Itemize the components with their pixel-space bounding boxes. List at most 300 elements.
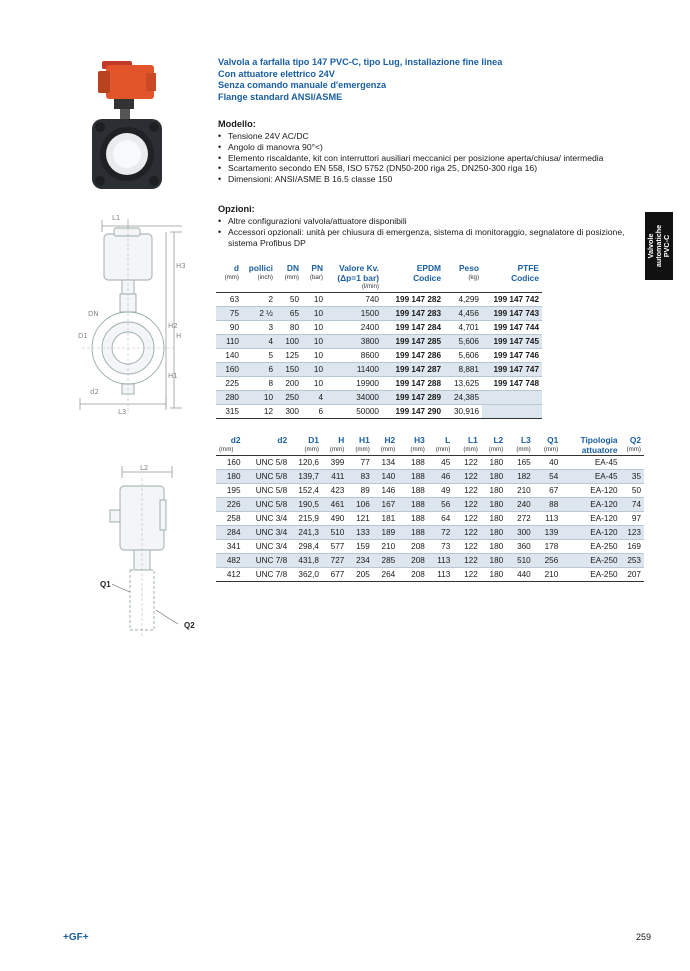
table-cell: 362,0	[290, 568, 322, 582]
table-cell: 133	[347, 526, 372, 540]
table-row	[216, 405, 542, 419]
dim-label-d1: D1	[78, 332, 88, 340]
table-cell: 208	[398, 554, 428, 568]
table-cell: 199 147 287	[382, 363, 444, 377]
table-cell: 199 147 746	[482, 349, 542, 363]
table-cell: 46	[428, 470, 453, 484]
table-cell: 160	[216, 456, 244, 470]
table-cell: 199 147 289	[382, 391, 444, 405]
opzioni-heading: Opzioni:	[218, 204, 255, 214]
table-cell: 5,606	[444, 335, 482, 349]
table-cell: UNC 3/4	[244, 526, 291, 540]
col-header: L	[445, 435, 451, 445]
table-cell: EA-250	[561, 540, 620, 554]
col-header: Tipologia	[580, 435, 618, 445]
side-tab-line: Valvole	[646, 233, 655, 259]
table-cell: 121	[347, 512, 372, 526]
title-line: Senza comando manuale d'emergenza	[218, 80, 387, 91]
table-cell: 10	[302, 321, 326, 335]
table-cell: 123	[621, 526, 644, 540]
table-cell: 411	[322, 470, 347, 484]
col-header: Valore Kv.	[339, 263, 379, 273]
dim-label-h: H	[176, 332, 182, 340]
table-cell: 300	[276, 405, 302, 419]
table-cell: UNC 5/8	[244, 456, 291, 470]
table-row	[216, 498, 644, 512]
list-item: • Altre configurazioni valvola/attuatore disponibili	[218, 216, 642, 227]
table-cell: 482	[216, 554, 244, 568]
table-cell: 181	[373, 512, 398, 526]
table-cell: 6	[242, 363, 276, 377]
table-cell: EA-250	[561, 568, 620, 582]
table-cell: 139	[534, 526, 562, 540]
table-cell: 727	[322, 554, 347, 568]
col-unit: (mm)	[534, 446, 562, 456]
table-cell: 5	[242, 349, 276, 363]
table-cell: 195	[216, 484, 244, 498]
col-unit: (l/min)	[326, 283, 382, 293]
dim-label-d2: d2	[90, 388, 99, 396]
table-cell: 169	[621, 540, 644, 554]
table-cell: 180	[216, 470, 244, 484]
table-cell: 10	[302, 349, 326, 363]
table-cell: 199 147 283	[382, 307, 444, 321]
table-cell: 122	[453, 456, 481, 470]
table-cell: 188	[398, 526, 428, 540]
table-cell: 189	[373, 526, 398, 540]
table-cell: 167	[373, 498, 398, 512]
table-cell: 315	[216, 405, 242, 419]
table-cell: 225	[216, 377, 242, 391]
table-cell: 280	[216, 391, 242, 405]
table-cell: 234	[347, 554, 372, 568]
table-cell: 2 ½	[242, 307, 276, 321]
valve-drawing-front	[70, 208, 190, 418]
table-cell: EA-250	[561, 554, 620, 568]
col-header: Codice	[511, 272, 539, 283]
dim-label-l2: L2	[140, 464, 149, 472]
table-cell: 199 147 286	[382, 349, 444, 363]
col-header: L2	[493, 435, 504, 445]
table-row	[216, 307, 542, 321]
table-cell: 510	[322, 526, 347, 540]
table-cell: EA-45	[561, 456, 620, 470]
table-cell: 298,4	[290, 540, 322, 554]
table-cell: 40	[534, 456, 562, 470]
table-cell: 360	[506, 540, 534, 554]
opzioni-list	[218, 216, 642, 248]
list-item: • Scartamento secondo EN 558, ISO 5752 (DN50-200 riga 25, DN250-300 riga 16)	[218, 163, 642, 174]
table-cell: 134	[373, 456, 398, 470]
table-cell: 12	[242, 405, 276, 419]
table-cell: 199 147 747	[482, 363, 542, 377]
list-item: • Elemento riscaldante, kit con interruttori ausiliari meccanici per posizione aperta/chiusa/ intermedia	[218, 153, 642, 164]
table-cell: 56	[428, 498, 453, 512]
table-row	[216, 293, 542, 307]
product-title	[218, 57, 638, 103]
dim-label-l3: L3	[118, 408, 127, 416]
table-cell	[621, 456, 644, 470]
table-cell: 253	[621, 554, 644, 568]
table-row	[216, 526, 644, 540]
table-cell: 63	[216, 293, 242, 307]
dim-label-l1: L1	[112, 214, 121, 222]
table-cell: 200	[276, 377, 302, 391]
col-unit: (mm)	[284, 274, 299, 282]
table-cell: 188	[398, 484, 428, 498]
section-side-tab	[645, 212, 673, 280]
table-cell: 461	[322, 498, 347, 512]
table-cell: 54	[534, 470, 562, 484]
col-header: (Δp=1 bar)	[337, 272, 379, 283]
table-cell: 180	[481, 526, 506, 540]
table-cell: 10	[302, 377, 326, 391]
table-cell: 677	[322, 568, 347, 582]
col-header: Q1	[547, 435, 559, 445]
table-cell: 188	[398, 512, 428, 526]
side-tab-line: PVC-C	[662, 234, 671, 258]
col-unit: (kg)	[468, 274, 479, 282]
table-cell: 199 147 285	[382, 335, 444, 349]
table-cell: 490	[322, 512, 347, 526]
table-cell: 5,606	[444, 349, 482, 363]
table-cell: 199 147 742	[482, 293, 542, 307]
table-cell: 122	[453, 526, 481, 540]
col-header: H3	[414, 435, 425, 445]
table-cell: 10	[302, 307, 326, 321]
dim-label-h3: H3	[176, 262, 186, 270]
table-row	[216, 470, 644, 484]
col-unit: (mm)	[290, 446, 322, 456]
table-cell: 241,3	[290, 526, 322, 540]
table-cell: 106	[347, 498, 372, 512]
col-header: Peso	[458, 263, 479, 273]
table-cell: 199 147 748	[482, 377, 542, 391]
table-cell: 89	[347, 484, 372, 498]
specs-table-codes	[216, 264, 542, 419]
table-cell: 180	[481, 512, 506, 526]
table-cell: 207	[621, 568, 644, 582]
title-line: Flange standard ANSI/ASME	[218, 91, 343, 102]
table-cell: 125	[276, 349, 302, 363]
table-cell: 2400	[326, 321, 382, 335]
col-unit: (mm)	[453, 446, 481, 456]
table-cell: 8	[242, 377, 276, 391]
table-cell: 10	[242, 391, 276, 405]
table-cell: 8600	[326, 349, 382, 363]
table-cell: 4,456	[444, 307, 482, 321]
table-cell: 285	[373, 554, 398, 568]
col-header: d	[233, 263, 239, 273]
table-cell: 180	[481, 568, 506, 582]
table-cell: 423	[322, 484, 347, 498]
col-unit: (mm)	[621, 446, 644, 456]
table-cell: 4	[242, 335, 276, 349]
col-unit: (mm)	[398, 446, 428, 456]
table-cell: 180	[481, 456, 506, 470]
table-cell: 300	[506, 526, 534, 540]
table-cell: UNC 5/8	[244, 484, 291, 498]
col-header: pollici	[248, 263, 273, 273]
table-cell: 1500	[326, 307, 382, 321]
col-unit: (bar)	[309, 274, 323, 282]
table-cell: 180	[481, 498, 506, 512]
table-cell: 122	[453, 470, 481, 484]
table-cell: 140	[216, 349, 242, 363]
table-cell: 8,881	[444, 363, 482, 377]
table-cell: 188	[398, 470, 428, 484]
table-cell: 49	[428, 484, 453, 498]
table-cell: 180	[481, 484, 506, 498]
table-row	[216, 321, 542, 335]
table-cell: 50	[621, 484, 644, 498]
col-unit	[244, 446, 291, 456]
table-row	[216, 554, 644, 568]
col-header: PN	[311, 263, 323, 273]
table-cell: 122	[453, 554, 481, 568]
table-cell: 256	[534, 554, 562, 568]
table-cell: 97	[621, 512, 644, 526]
table-cell: 65	[276, 307, 302, 321]
side-tab-line: automatiche	[654, 224, 663, 268]
col-unit: (mm)	[216, 446, 244, 456]
table-cell: UNC 5/8	[244, 498, 291, 512]
table-cell: 10	[302, 363, 326, 377]
table-cell: UNC 7/8	[244, 554, 291, 568]
table-cell: 199 147 744	[482, 321, 542, 335]
table-cell: 165	[506, 456, 534, 470]
title-line: Valvola a farfalla tipo 147 PVC-C, tipo Lug, installazione fine linea	[218, 57, 503, 67]
table-cell: 264	[373, 568, 398, 582]
table-cell: UNC 7/8	[244, 568, 291, 582]
modello-list	[218, 131, 642, 185]
table-cell: 250	[276, 391, 302, 405]
col-header: H2	[384, 435, 396, 445]
table-cell: 180	[481, 540, 506, 554]
table-cell: 120,6	[290, 456, 322, 470]
col-header: Codice	[413, 272, 441, 283]
table-cell: 122	[453, 484, 481, 498]
col-unit: (mm)	[347, 446, 372, 456]
table-cell: EA-120	[561, 484, 620, 498]
page-number: 259	[636, 932, 652, 942]
col-unit: (mm)	[506, 446, 534, 456]
table-row	[216, 540, 644, 554]
col-header: DN	[286, 263, 299, 273]
col-header: L1	[468, 435, 478, 445]
table-cell: 182	[506, 470, 534, 484]
col-header: PTFE	[517, 263, 539, 273]
table-cell: 34000	[326, 391, 382, 405]
table-cell: 284	[216, 526, 244, 540]
table-row	[216, 377, 542, 391]
col-unit: (mm)	[373, 446, 398, 456]
table-cell: UNC 3/4	[244, 540, 291, 554]
table-cell: 67	[534, 484, 562, 498]
table-cell: 122	[453, 540, 481, 554]
table-cell: UNC 5/8	[244, 470, 291, 484]
table-cell: 199 147 284	[382, 321, 444, 335]
table-cell: 4	[302, 391, 326, 405]
table-row	[216, 363, 542, 377]
table-cell: 24,385	[444, 391, 482, 405]
table-cell: 226	[216, 498, 244, 512]
col-header: attuatore	[561, 446, 620, 456]
table-cell: 208	[398, 540, 428, 554]
table-cell: 64	[428, 512, 453, 526]
list-item: • Angolo di manovra 90°<)	[218, 142, 642, 153]
modello-heading: Modello:	[218, 119, 256, 129]
table-cell: 152,4	[290, 484, 322, 498]
col-header: Q2	[629, 435, 641, 445]
table-cell: 4,701	[444, 321, 482, 335]
table-cell: 45	[428, 456, 453, 470]
col-unit: (mm)	[481, 446, 506, 456]
table-cell: 10	[302, 293, 326, 307]
table-cell: 199 147 745	[482, 335, 542, 349]
table-cell: 72	[428, 526, 453, 540]
table-cell: 258	[216, 512, 244, 526]
list-item: • Accessori opzionali: unità per chiusura di emergenza, sistema di monitoraggio, segnalatore di posizione, sistema Profibus DP	[218, 227, 642, 249]
table-row	[216, 568, 644, 582]
table-cell: 74	[621, 498, 644, 512]
table-cell: 199 147 743	[482, 307, 542, 321]
table-cell: 140	[373, 470, 398, 484]
table-cell: 83	[347, 470, 372, 484]
table-cell: 113	[428, 568, 453, 582]
table-row	[216, 335, 542, 349]
list-item: • Dimensioni: ANSI/ASME B 16.5 classe 150	[218, 174, 642, 185]
table-cell: 113	[428, 554, 453, 568]
col-unit: (mm)	[428, 446, 453, 456]
dim-label-h2: H2	[168, 322, 178, 330]
table-cell: 199 147 282	[382, 293, 444, 307]
table-cell: 577	[322, 540, 347, 554]
table-cell: 2	[242, 293, 276, 307]
specs-table-dimensions	[216, 436, 644, 582]
table-cell: 188	[398, 498, 428, 512]
table-cell: 431,8	[290, 554, 322, 568]
table-cell: 199 147 288	[382, 377, 444, 391]
col-header: D1	[308, 435, 319, 445]
table-cell: 159	[347, 540, 372, 554]
col-header: d2	[230, 435, 241, 445]
dim-label-dn: DN	[88, 310, 99, 318]
table-cell: 90	[216, 321, 242, 335]
product-photo	[84, 55, 174, 195]
col-header: d2	[277, 435, 288, 445]
table-cell: UNC 3/4	[244, 512, 291, 526]
table-cell: 75	[216, 307, 242, 321]
table-cell	[482, 405, 542, 419]
table-row	[216, 391, 542, 405]
table-cell: 122	[453, 568, 481, 582]
table-cell: 80	[276, 321, 302, 335]
table-cell: 139,7	[290, 470, 322, 484]
col-unit: (mm)	[224, 274, 239, 282]
table-cell: 412	[216, 568, 244, 582]
table-cell: 19900	[326, 377, 382, 391]
table-cell: 50	[276, 293, 302, 307]
table-row	[216, 349, 542, 363]
dim-label-q1: Q1	[100, 580, 111, 589]
table-cell: 740	[326, 293, 382, 307]
table-cell: EA-120	[561, 526, 620, 540]
table-cell: 240	[506, 498, 534, 512]
table-cell: 110	[216, 335, 242, 349]
table-cell: 178	[534, 540, 562, 554]
table-row	[216, 512, 644, 526]
table-cell: 210	[534, 568, 562, 582]
table-cell: 215,9	[290, 512, 322, 526]
col-unit: (mm)	[322, 446, 347, 456]
table-cell: 146	[373, 484, 398, 498]
table-cell: EA-120	[561, 512, 620, 526]
table-cell: 13,625	[444, 377, 482, 391]
table-cell: 122	[453, 512, 481, 526]
table-cell: 113	[534, 512, 562, 526]
table-cell: 180	[481, 470, 506, 484]
table-cell: 205	[347, 568, 372, 582]
table-cell: 73	[428, 540, 453, 554]
table-cell: 210	[373, 540, 398, 554]
table-row	[216, 456, 644, 470]
table-cell: 11400	[326, 363, 382, 377]
table-cell: 160	[216, 363, 242, 377]
table-cell: 341	[216, 540, 244, 554]
table-cell: 30,916	[444, 405, 482, 419]
table-cell: 10	[302, 335, 326, 349]
table-cell: 6	[302, 405, 326, 419]
col-header: EPDM	[416, 263, 441, 273]
table-cell: 50000	[326, 405, 382, 419]
col-header: L3	[520, 435, 531, 445]
table-cell: 188	[398, 456, 428, 470]
table-cell: 199 147 290	[382, 405, 444, 419]
table-row	[216, 484, 644, 498]
table-cell: 208	[398, 568, 428, 582]
col-header: H1	[359, 435, 370, 445]
table-cell: 3800	[326, 335, 382, 349]
table-cell: 210	[506, 484, 534, 498]
table-cell	[482, 391, 542, 405]
table-cell: 440	[506, 568, 534, 582]
title-line: Con attuatore elettrico 24V	[218, 68, 335, 79]
list-item: • Tensione 24V AC/DC	[218, 131, 642, 142]
table-cell: 77	[347, 456, 372, 470]
table-cell: EA-45	[561, 470, 620, 484]
table-cell: 190,5	[290, 498, 322, 512]
gf-logo: +GF+	[63, 932, 89, 943]
table-cell: 399	[322, 456, 347, 470]
table-cell: 4,299	[444, 293, 482, 307]
table-cell: 35	[621, 470, 644, 484]
table-cell: EA-120	[561, 498, 620, 512]
table-cell: 150	[276, 363, 302, 377]
table-cell: 272	[506, 512, 534, 526]
dim-label-q2: Q2	[184, 621, 195, 630]
table-cell: 122	[453, 498, 481, 512]
valve-drawing-side	[96, 460, 206, 640]
table-cell: 100	[276, 335, 302, 349]
table-cell: 88	[534, 498, 562, 512]
dim-label-h1: H1	[168, 372, 178, 380]
table-cell: 180	[481, 554, 506, 568]
table-cell: 3	[242, 321, 276, 335]
col-header: H	[338, 435, 345, 445]
table-cell: 510	[506, 554, 534, 568]
col-unit: (inch)	[257, 274, 273, 282]
